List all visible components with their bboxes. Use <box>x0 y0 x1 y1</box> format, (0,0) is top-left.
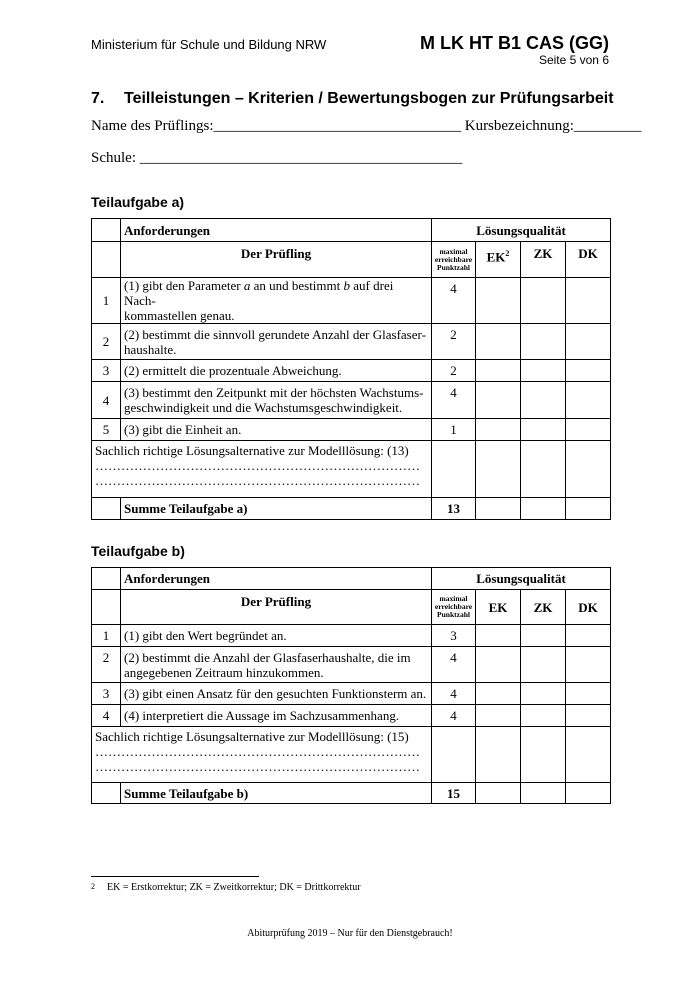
table-row: 3 (3) gibt einen Ansatz für den gesuchten Funktionsterm an. 4 <box>92 683 611 705</box>
col-candidate: Der Prüfling <box>121 590 432 625</box>
ek-cell[interactable] <box>476 498 521 520</box>
table-row: 2 (2) bestimmt die Anzahl der Glasfaserhaushalte, die im angegebenen Zeitraum hinzukommen. 4 <box>92 647 611 683</box>
requirement-text: (3) gibt einen Ansatz für den gesuchten Funktionsterm an. <box>121 683 432 705</box>
footnote-text: EK = Erstkorrektur; ZK = Zweitkorrektur; DK = Drittkorrektur <box>107 882 361 893</box>
requirement-text: (1) gibt den Parameter a an und bestimmt b auf drei Nach- kommastellen genau. <box>121 278 432 324</box>
zk-cell[interactable] <box>521 382 566 419</box>
zk-cell[interactable] <box>521 419 566 441</box>
dotted-line: ………………………………………………………………… <box>95 473 420 488</box>
dk-cell[interactable] <box>566 324 611 360</box>
footnote <box>91 882 361 893</box>
table-row: 4 (4) interpretiert die Aussage im Sachzusammenhang. 4 <box>92 705 611 727</box>
requirement-text: (2) bestimmt die sinnvoll gerundete Anzahl der Glasfaser- haushalte. <box>121 324 432 360</box>
col-zk: ZK <box>521 590 566 625</box>
col-requirements: Anforderungen <box>121 219 432 242</box>
section-title-text: Teilleistungen – Kriterien / Bewertungsbogen zur Prüfungsarbeit <box>124 90 614 107</box>
table-row: 5 (3) gibt die Einheit an. 1 <box>92 419 611 441</box>
col-ek: EK <box>476 590 521 625</box>
sum-value: 15 <box>432 783 476 804</box>
page-number: Seite 5 von 6 <box>538 53 609 67</box>
requirement-text: (2) ermittelt die prozentuale Abweichung. <box>121 360 432 382</box>
dk-cell[interactable] <box>566 360 611 382</box>
dk-cell[interactable] <box>566 441 611 498</box>
table-row: 1 (1) gibt den Wert begründet an. 3 <box>92 625 611 647</box>
zk-cell[interactable] <box>521 783 566 804</box>
requirement-text: (2) bestimmt die Anzahl der Glasfaserhaushalte, die im angegebenen Zeitraum hinzukommen. <box>121 647 432 683</box>
candidate-name-field[interactable] <box>91 118 641 135</box>
ek-cell[interactable] <box>476 647 521 683</box>
zk-cell[interactable] <box>521 705 566 727</box>
candidate-name-line: _________________________________ <box>213 118 461 134</box>
alternative-solution-label: Sachlich richtige Lösungsalternative zur Modelllösung: (15) <box>95 729 409 744</box>
dk-cell[interactable] <box>566 278 611 324</box>
col-max-points: maximal erreichbare Punktzahl <box>432 242 476 278</box>
ek-cell[interactable] <box>476 441 521 498</box>
ek-cell[interactable] <box>476 360 521 382</box>
dk-cell[interactable] <box>566 727 611 783</box>
dk-cell[interactable] <box>566 382 611 419</box>
footnote-mark: 2 <box>91 882 95 891</box>
sum-row <box>92 498 611 520</box>
ek-cell[interactable] <box>476 324 521 360</box>
dk-cell[interactable] <box>566 683 611 705</box>
subtask-a-heading: Teilaufgabe a) <box>91 194 185 210</box>
school-label: Schule: <box>91 150 140 166</box>
requirement-text: (3) bestimmt den Zeitpunkt mit der höchsten Wachstums- geschwindigkeit und die Wachstumsgeschwindigkeit. <box>121 382 432 419</box>
sum-row <box>92 783 611 804</box>
section-title <box>91 90 614 108</box>
table-row: 2 (2) bestimmt die sinnvoll gerundete Anzahl der Glasfaser- haushalte. 2 <box>92 324 611 360</box>
requirement-text: (3) gibt die Einheit an. <box>121 419 432 441</box>
school-line: ___________________________________________ <box>139 150 463 166</box>
col-candidate: Der Prüfling <box>121 242 432 278</box>
dk-cell[interactable] <box>566 705 611 727</box>
sum-label: Summe Teilaufgabe b) <box>121 783 432 804</box>
zk-cell[interactable] <box>521 683 566 705</box>
sum-value: 13 <box>432 498 476 520</box>
dk-cell[interactable] <box>566 783 611 804</box>
dotted-line: ………………………………………………………………… <box>95 759 420 774</box>
dk-cell[interactable] <box>566 498 611 520</box>
table-row: 4 (3) bestimmt den Zeitpunkt mit der höchsten Wachstums- geschwindigkeit und die Wachstumsgeschwindigkeit. 4 <box>92 382 611 419</box>
ek-cell[interactable] <box>476 683 521 705</box>
ek-cell[interactable] <box>476 783 521 804</box>
col-quality: Lösungsqualität <box>432 568 611 590</box>
requirement-text: (4) interpretiert die Aussage im Sachzusammenhang. <box>121 705 432 727</box>
school-field[interactable] <box>91 150 462 167</box>
candidate-name-label: Name des Prüflings: <box>91 118 214 134</box>
col-ek: $EK^2$ <box>476 242 521 278</box>
zk-cell[interactable] <box>521 441 566 498</box>
zk-cell[interactable] <box>521 498 566 520</box>
ek-cell[interactable] <box>476 705 521 727</box>
col-dk: DK <box>566 242 611 278</box>
exam-code: M LK HT B1 CAS (GG) <box>420 33 609 53</box>
grading-table-a <box>91 218 611 520</box>
dotted-line: ………………………………………………………………… <box>95 458 420 473</box>
ek-cell[interactable] <box>476 382 521 419</box>
subtask-b-heading: Teilaufgabe b) <box>91 543 185 559</box>
page-footer: Abiturprüfung 2019 – Nur für den Dienstgebrauch! <box>247 928 453 939</box>
ek-cell[interactable] <box>476 419 521 441</box>
zk-cell[interactable] <box>521 625 566 647</box>
footnote-separator <box>91 876 259 877</box>
ministry-name: Ministerium für Schule und Bildung NRW <box>91 37 327 52</box>
ek-cell[interactable] <box>476 278 521 324</box>
table-row: 1 (1) gibt den Parameter a an und bestimmt b auf drei Nach- kommastellen genau. 4 <box>92 278 611 324</box>
zk-cell[interactable] <box>521 727 566 783</box>
ek-cell[interactable] <box>476 727 521 783</box>
alternative-solution-row <box>92 441 611 498</box>
requirement-text: (1) gibt den Wert begründet an. <box>121 625 432 647</box>
col-zk: ZK <box>521 242 566 278</box>
course-line: _________ <box>573 118 642 134</box>
col-dk: DK <box>566 590 611 625</box>
zk-cell[interactable] <box>521 278 566 324</box>
section-number: 7. <box>91 90 105 107</box>
grading-table-b <box>91 567 611 804</box>
dk-cell[interactable] <box>566 625 611 647</box>
col-quality: Lösungsqualität <box>432 219 611 242</box>
dk-cell[interactable] <box>566 647 611 683</box>
col-requirements: Anforderungen <box>121 568 432 590</box>
course-label: Kursbezeichnung: <box>460 118 574 134</box>
dotted-line: ………………………………………………………………… <box>95 744 420 759</box>
alternative-solution-row <box>92 727 611 783</box>
zk-cell[interactable] <box>521 324 566 360</box>
sum-label: Summe Teilaufgabe a) <box>121 498 432 520</box>
col-max-points: maximal erreichbare Punktzahl <box>432 590 476 625</box>
zk-cell[interactable] <box>521 647 566 683</box>
alternative-solution-label: Sachlich richtige Lösungsalternative zur Modelllösung: (13) <box>95 443 409 458</box>
table-row: 3 (2) ermittelt die prozentuale Abweichung. 2 <box>92 360 611 382</box>
ek-cell[interactable] <box>476 625 521 647</box>
dk-cell[interactable] <box>566 419 611 441</box>
zk-cell[interactable] <box>521 360 566 382</box>
